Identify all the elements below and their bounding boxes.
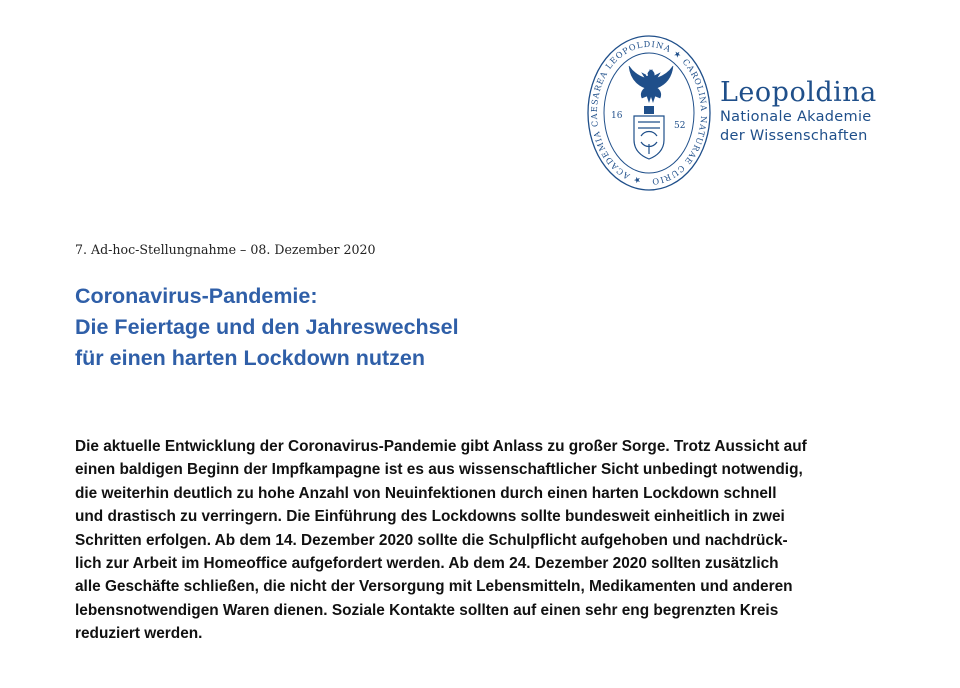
brand-name: Leopoldina xyxy=(720,77,877,108)
seal-ring-text: ★ ACADEMIA CAESAREA LEOPOLDINA ★ CAROLINA NATURAE CURIO xyxy=(588,38,710,188)
abstract-line: die weiterhin deutlich zu hohe Anzahl von Neuinfektionen durch einen harten Lockdown schnell xyxy=(75,484,777,502)
document-title xyxy=(75,281,459,374)
document-meta: 7. Ad-hoc-Stellungnahme – 08. Dezember 2020 xyxy=(75,242,376,257)
seal-year-right: 52 xyxy=(674,121,686,131)
abstract-line: Schritten erfolgen. Ab dem 14. Dezember 2020 sollte die Schulpflicht aufgehoben und nachdrück- xyxy=(75,531,788,549)
abstract-line: lich zur Arbeit im Homeoffice aufgefordert werden. Ab dem 24. Dezember 2020 sollten zusätzlich xyxy=(75,555,779,573)
title-line: Coronavirus-Pandemie: xyxy=(75,284,318,308)
eagle-seal-icon xyxy=(586,32,712,192)
abstract-line: reduziert werden. xyxy=(75,625,203,643)
brand-subtitle-line-1: Nationale Akademie xyxy=(720,109,872,125)
title-line: für einen harten Lockdown nutzen xyxy=(75,346,425,370)
title-line: Die Feiertage und den Jahreswechsel xyxy=(75,315,459,339)
brand-wordmark xyxy=(720,78,877,146)
abstract-line: Die aktuelle Entwicklung der Coronavirus-Pandemie gibt Anlass zu großer Sorge. Trotz Aussicht auf xyxy=(75,438,807,455)
brand-subtitle-line-2: der Wissenschaften xyxy=(720,128,868,144)
abstract-line: einen baldigen Beginn der Impfkampagne ist es aus wissenschaftlicher Sicht unbedingt notwendig, xyxy=(75,461,803,479)
abstract-line: lebensnotwendigen Waren dienen. Soziale Kontakte sollten auf einen sehr eng begrenzten Kreis xyxy=(75,601,779,619)
leopoldina-seal-logo xyxy=(586,32,712,192)
abstract-line: alle Geschäfte schließen, die nicht der Versorgung mit Lebensmitteln, Medikamenten und anderen xyxy=(75,578,793,596)
document-abstract xyxy=(75,435,895,646)
seal-year-left: 16 xyxy=(611,111,623,121)
abstract-line: und drastisch zu verringern. Die Einführung des Lockdowns sollte bundesweit einheitlich in zwei xyxy=(75,508,785,526)
